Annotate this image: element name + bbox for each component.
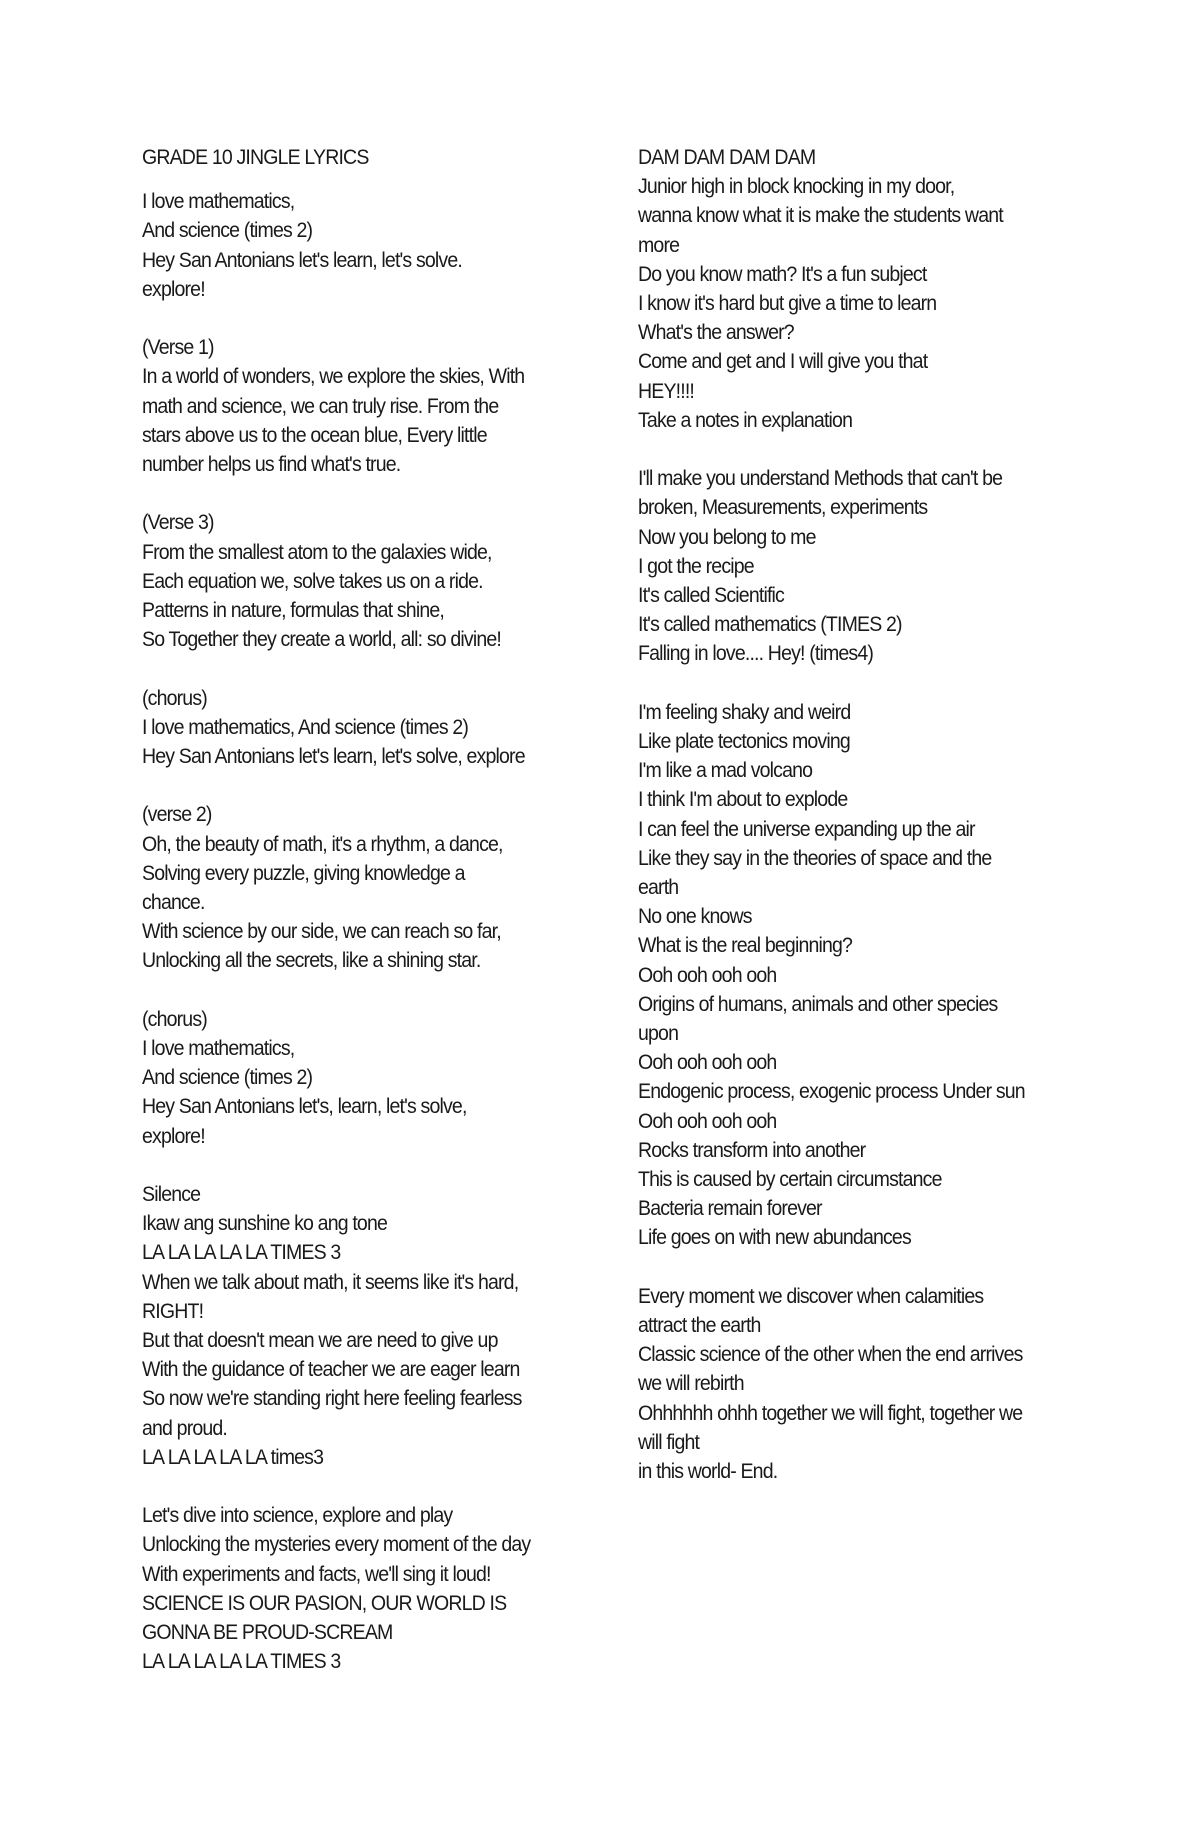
right-lyric-line: Classic science of the other when the end arrives: [638, 1343, 1023, 1367]
right-lyric-line: Come and get and I will give you that: [638, 350, 928, 374]
stanza-break: [142, 654, 592, 683]
left-lyric-line: Hey San Antonians let's learn, let's solve, explore: [142, 745, 525, 769]
stanza-break: [142, 771, 592, 800]
right-lyric-line: I'm like a mad volcano: [638, 759, 813, 783]
left-lyric-line: Let's dive into science, explore and play: [142, 1504, 453, 1528]
right-lyric-line: upon: [638, 1022, 679, 1046]
stanza-break: [638, 1253, 1078, 1282]
left-lyric-line: Oh, the beauty of math, it's a rhythm, a dance,: [142, 832, 503, 856]
right-lyric-line: Do you know math? It's a fun subject: [638, 262, 927, 286]
right-lyric-line: What is the real beginning?: [638, 934, 853, 958]
left-lyric-line: math and science, we can truly rise. From the: [142, 394, 499, 418]
right-lyric-line: It's called Scientific: [638, 584, 784, 608]
left-lyric-line: I love mathematics,: [142, 1037, 295, 1061]
left-lyric-line: I love mathematics,: [142, 190, 295, 214]
right-lyric-line: Origins of humans, animals and other species: [638, 992, 998, 1016]
right-lyric-line: It's called mathematics (TIMES 2): [638, 613, 902, 637]
stanza-break: [142, 479, 592, 508]
left-lyric-line: explore!: [142, 1124, 205, 1148]
right-lyric-line: will fight: [638, 1430, 700, 1454]
right-lyric-line: Ooh ooh ooh ooh: [638, 1109, 777, 1133]
left-lyric-line: stars above us to the ocean blue, Every little: [142, 423, 487, 447]
left-lyric-line: GRADE 10 JINGLE LYRICS: [142, 146, 369, 169]
stanza-break: [142, 304, 592, 333]
left-lyric-line: RIGHT!: [142, 1299, 204, 1323]
left-lyric-line: LA LA LA LA LA times3: [142, 1445, 324, 1469]
left-lyric-line: And science (times 2): [142, 219, 313, 243]
left-lyric-line: LA LA LA LA LA TIMES 3: [142, 1650, 341, 1674]
right-lyric-line: No one knows: [638, 905, 752, 929]
left-lyric-line: (Verse 1): [142, 336, 214, 360]
left-lyric-line: I love mathematics, And science (times 2): [142, 715, 469, 739]
right-lyric-line: Take a notes in explanation: [638, 408, 853, 432]
left-lyric-line: Unlocking all the secrets, like a shining star.: [142, 949, 481, 973]
right-lyric-line: we will rebirth: [638, 1372, 744, 1396]
stanza-break: [638, 435, 1078, 464]
left-lyric-line: (chorus): [142, 686, 207, 710]
stanza-break: [638, 669, 1078, 698]
right-lyric-line: This is caused by certain circumstance: [638, 1168, 942, 1192]
left-lyric-line: When we talk about math, it seems like it's hard,: [142, 1270, 519, 1294]
right-lyric-line: I know it's hard but give a time to learn: [638, 292, 937, 316]
right-lyric-line: I think I'm about to explode: [638, 788, 848, 812]
right-lyrics-column: [638, 143, 1078, 1486]
left-lyric-line: From the smallest atom to the galaxies wide,: [142, 540, 492, 564]
left-lyric-line: SCIENCE IS OUR PASION, OUR WORLD IS: [142, 1591, 507, 1615]
left-lyric-line: (Verse 3): [142, 511, 214, 535]
right-lyric-line: earth: [638, 876, 679, 900]
right-lyric-line: Life goes on with new abundances: [638, 1226, 911, 1250]
right-lyric-line: in this world- End.: [638, 1460, 778, 1484]
right-lyric-line: Ooh ooh ooh ooh: [638, 1051, 777, 1075]
right-lyric-line: Falling in love.... Hey! (times4): [638, 642, 874, 666]
stanza-break: [142, 976, 592, 1005]
right-lyric-line: What's the answer?: [638, 321, 794, 345]
left-lyric-line: So now we're standing right here feeling fearless: [142, 1387, 522, 1411]
left-lyric-line: explore!: [142, 277, 205, 301]
left-lyric-line: GONNA BE PROUD-SCREAM: [142, 1621, 393, 1645]
left-lyric-line: chance.: [142, 891, 205, 915]
right-lyric-line: Endogenic process, exogenic process Under sun: [638, 1080, 1025, 1104]
left-lyric-line: So Together they create a world, all: so divine!: [142, 628, 501, 652]
left-lyric-line: But that doesn't mean we are need to give up: [142, 1329, 498, 1353]
right-lyric-line: wanna know what it is make the students want: [638, 204, 1003, 228]
right-lyric-line: Like they say in the theories of space and the: [638, 846, 992, 870]
left-lyric-line: (chorus): [142, 1007, 207, 1031]
right-lyric-line: broken, Measurements, experiments: [638, 496, 928, 520]
right-lyric-line: I got the recipe: [638, 554, 754, 578]
left-lyric-line: and proud.: [142, 1416, 228, 1440]
left-lyric-line: Unlocking the mysteries every moment of the day: [142, 1533, 531, 1557]
right-lyric-line: I'm feeling shaky and weird: [638, 700, 851, 724]
right-lyric-line: Junior high in block knocking in my door,: [638, 175, 955, 199]
left-lyric-line: With experiments and facts, we'll sing it loud!: [142, 1562, 491, 1586]
left-lyric-line: Ikaw ang sunshine ko ang tone: [142, 1212, 388, 1236]
left-lyric-line: LA LA LA LA LA TIMES 3: [142, 1241, 341, 1265]
right-lyric-line: Ooh ooh ooh ooh: [638, 963, 777, 987]
right-lyric-line: Every moment we discover when calamities: [638, 1284, 984, 1308]
left-lyric-line: In a world of wonders, we explore the skies, With: [142, 365, 525, 389]
right-lyric-line: DAM DAM DAM DAM: [638, 146, 816, 169]
left-lyric-line: With the guidance of teacher we are eager learn: [142, 1358, 520, 1382]
left-lyric-line: Hey San Antonians let's learn, let's solve.: [142, 248, 462, 272]
left-lyrics-column: [142, 143, 592, 1676]
left-lyric-line: number helps us find what's true.: [142, 453, 401, 477]
left-lyric-line: (verse 2): [142, 803, 212, 827]
left-lyric-line: With science by our side, we can reach so far,: [142, 920, 501, 944]
left-lyric-line: Silence: [142, 1183, 201, 1207]
left-lyric-line: And science (times 2): [142, 1066, 313, 1090]
right-lyric-line: Like plate tectonics moving: [638, 730, 850, 754]
right-lyric-line: Now you belong to me: [638, 525, 816, 549]
right-lyric-line: Bacteria remain forever: [638, 1197, 822, 1221]
right-lyric-line: Rocks transform into another: [638, 1138, 866, 1162]
right-lyric-line: more: [638, 233, 680, 257]
section-spacer: [142, 172, 592, 187]
left-lyric-line: Hey San Antonians let's, learn, let's solve,: [142, 1095, 467, 1119]
stanza-break: [142, 1472, 592, 1501]
right-lyric-line: I can feel the universe expanding up the air: [638, 817, 975, 841]
right-lyric-line: I'll make you understand Methods that can't be: [638, 467, 1003, 491]
right-lyric-line: attract the earth: [638, 1314, 761, 1338]
left-lyric-line: Solving every puzzle, giving knowledge a: [142, 861, 465, 885]
right-lyric-line: HEY!!!!: [638, 379, 695, 403]
left-lyric-line: Patterns in nature, formulas that shine,: [142, 599, 444, 623]
stanza-break: [142, 1151, 592, 1180]
right-lyric-line: Ohhhhhh ohhh together we will fight, together we: [638, 1401, 1023, 1425]
left-lyric-line: Each equation we, solve takes us on a ride.: [142, 569, 483, 593]
